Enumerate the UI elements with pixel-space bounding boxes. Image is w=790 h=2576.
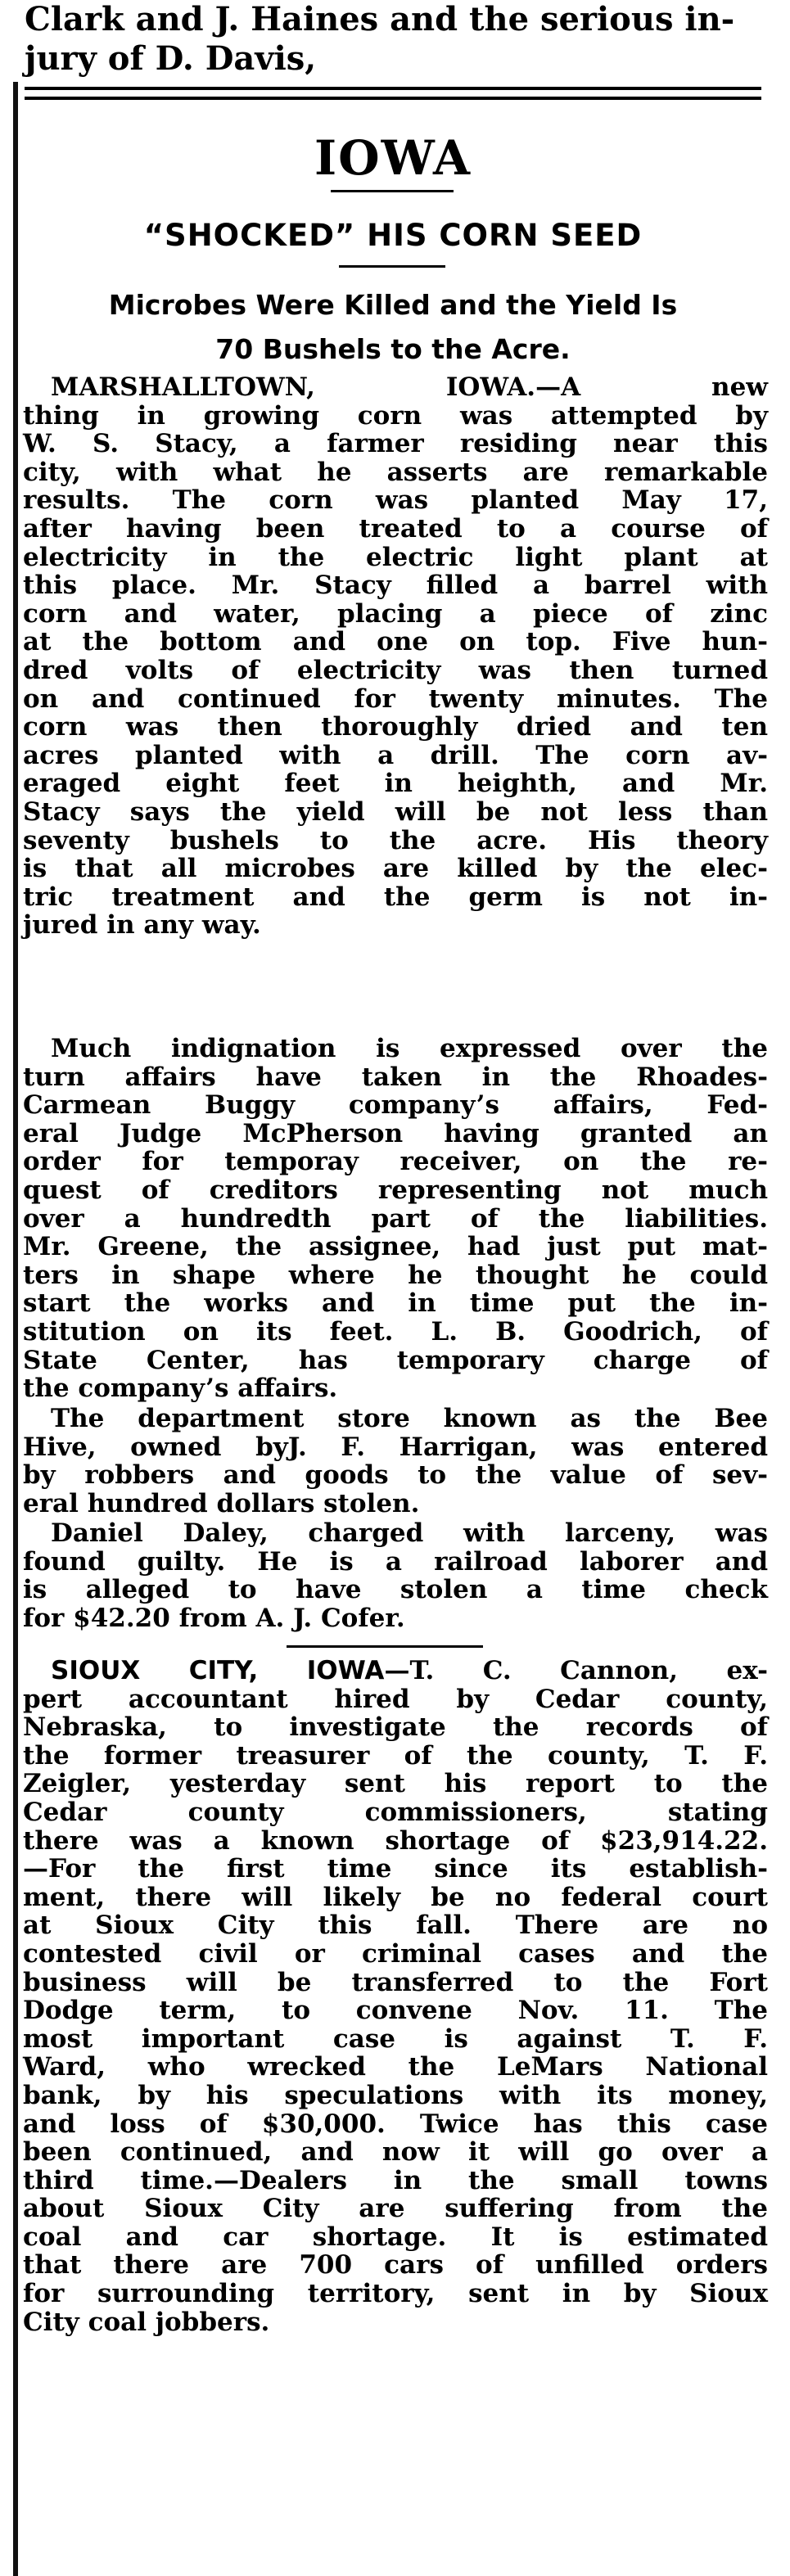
text-line: ment, there will likely be no federal court bbox=[23, 1882, 768, 1912]
article-headline: “SHOCKED” HIS CORN SEED bbox=[143, 218, 643, 253]
text-line-rest: —T. C. Cannon, ex- bbox=[384, 1656, 768, 1685]
article-divider-rule bbox=[287, 1645, 483, 1648]
article-subhead bbox=[25, 283, 761, 372]
text-line: this place. Mr. Stacy filled a barrel with bbox=[23, 571, 768, 601]
text-line: seventy bushels to the acre. His theory bbox=[23, 825, 768, 855]
article-daley-larceny bbox=[23, 1519, 768, 1632]
text-line: MARSHALLTOWN, IOWA.—A new bbox=[51, 372, 768, 402]
text-line bbox=[23, 1657, 768, 1685]
text-line: after having been treated to a course of bbox=[23, 513, 768, 544]
text-line: jured in any way. bbox=[23, 910, 261, 941]
text-line: that there are 700 cars of unfilled orders bbox=[23, 2250, 768, 2281]
text-line: about Sioux City are suffering from the bbox=[23, 2194, 768, 2224]
text-line: corn and water, placing a piece of zinc bbox=[23, 598, 768, 629]
text-line: on and continued for twenty minutes. The bbox=[23, 683, 768, 714]
text-line: Ward, who wrecked the LeMars National bbox=[23, 2052, 768, 2082]
fragment-line-1: Clark and J. Haines and the serious in- bbox=[25, 0, 735, 38]
text-line: business will be transferred to the Fort bbox=[23, 1967, 768, 1997]
text-line: found guilty. He is a railroad laborer and bbox=[23, 1546, 768, 1577]
text-line: over a hundredth part of the liabilities. bbox=[23, 1203, 768, 1234]
double-divider-rule bbox=[25, 87, 761, 100]
text-line: for $42.20 from A. J. Cofer. bbox=[23, 1603, 405, 1633]
text-line: there was a known shortage of $23,914.22. bbox=[23, 1825, 768, 1856]
article-sioux-city bbox=[23, 1657, 768, 2336]
text-line: City coal jobbers. bbox=[23, 2307, 270, 2337]
dateline-lead: SIOUX CITY, IOWA bbox=[51, 1656, 385, 1685]
section-title-underline bbox=[331, 190, 454, 192]
text-line: Carmean Buggy company’s affairs, Fed- bbox=[23, 1090, 768, 1121]
text-line: the former treasurer of the county, T. F. bbox=[23, 1740, 768, 1771]
text-line: is that all microbes are killed by the elec- bbox=[23, 854, 768, 884]
text-line: turn affairs have taken in the Rhoades- bbox=[23, 1062, 768, 1092]
text-line: electricity in the electric light plant at bbox=[23, 542, 768, 572]
text-line: pert accountant hired by Cedar county, bbox=[23, 1684, 768, 1714]
text-line: stitution on its feet. L. B. Goodrich, of bbox=[23, 1316, 768, 1347]
text-line: tric treatment and the germ is not in- bbox=[23, 882, 768, 912]
text-line: for surrounding territory, sent in by Sioux bbox=[23, 2279, 768, 2309]
text-line: Hive, owned byJ. F. Harrigan, was entered bbox=[23, 1432, 768, 1462]
text-line: start the works and in time put the in- bbox=[23, 1288, 768, 1319]
text-line: dred volts of electricity was then turned bbox=[23, 655, 768, 685]
fragment-line-2: jury of D. Davis, bbox=[25, 39, 317, 78]
text-line: results. The corn was planted May 17, bbox=[23, 485, 768, 516]
text-line: most important case is against T. F. bbox=[23, 2023, 768, 2054]
text-line: bank, by his speculations with its money, bbox=[23, 2080, 768, 2110]
text-line: is alleged to have stolen a time check bbox=[23, 1575, 768, 1605]
text-line: city, with what he asserts are remarkable bbox=[23, 457, 768, 487]
text-line: contested civil or criminal cases and the bbox=[23, 1938, 768, 1969]
text-line: ters in shape where he thought he could bbox=[23, 1260, 768, 1290]
text-line: Stacy says the yield will be not less than bbox=[23, 796, 768, 827]
text-line: the company’s affairs. bbox=[23, 1374, 338, 1404]
text-line: third time.—Dealers in the small towns bbox=[23, 2165, 768, 2195]
text-line: Daniel Daley, charged with larceny, was bbox=[51, 1518, 768, 1548]
text-line: at the bottom and one on top. Five hun- bbox=[23, 627, 768, 657]
text-line: Zeigler, yesterday sent his report to the bbox=[23, 1769, 768, 1799]
text-line: Cedar county commissioners, stating bbox=[23, 1797, 768, 1827]
text-line: acres planted with a drill. The corn av- bbox=[23, 740, 768, 770]
text-line: been continued, and now it will go over a bbox=[23, 2137, 768, 2168]
text-line: quest of creditors representing not much bbox=[23, 1175, 768, 1205]
section-title: IOWA bbox=[314, 130, 472, 186]
text-line: The department store known as the Bee bbox=[51, 1404, 768, 1433]
text-line: —For the first time since its establish- bbox=[23, 1854, 768, 1884]
text-line: order for temporay receiver, on the re- bbox=[23, 1147, 768, 1177]
text-line: eral hundred dollars stolen. bbox=[23, 1488, 420, 1518]
article-corn-seed bbox=[23, 373, 768, 940]
headline-underline bbox=[339, 265, 445, 268]
article-buggy-company bbox=[23, 1035, 768, 1403]
text-line: eral Judge McPherson having granted an bbox=[23, 1118, 768, 1148]
text-line: at Sioux City this fall. There are no bbox=[23, 1911, 768, 1941]
previous-article-fragment bbox=[25, 0, 771, 79]
text-line: corn was then thoroughly dried and ten bbox=[23, 712, 768, 742]
text-line: Nebraska, to investigate the records of bbox=[23, 1712, 768, 1743]
article-bee-hive-robbery bbox=[23, 1405, 768, 1518]
text-line: coal and car shortage. It is estimated bbox=[23, 2222, 768, 2252]
text-line: Much indignation is expressed over the bbox=[51, 1034, 768, 1063]
text-line: Mr. Greene, the assignee, had just put mat- bbox=[23, 1232, 768, 1262]
text-line: State Center, has temporary charge of bbox=[23, 1345, 768, 1375]
text-line: W. S. Stacy, a farmer residing near this bbox=[23, 429, 768, 459]
text-line: by robbers and goods to the value of sev- bbox=[23, 1460, 768, 1491]
text-line: thing in growing corn was attempted by bbox=[23, 400, 768, 431]
subhead-line-1: Microbes Were Killed and the Yield Is bbox=[108, 289, 678, 321]
subhead-line-2: 70 Bushels to the Acre. bbox=[215, 333, 571, 365]
text-line: eraged eight feet in heighth, and Mr. bbox=[23, 769, 768, 799]
text-line: and loss of $30,000. Twice has this case bbox=[23, 2109, 768, 2139]
column-rule-left bbox=[13, 82, 18, 2576]
text-line: Dodge term, to convene Nov. 11. The bbox=[23, 1996, 768, 2026]
